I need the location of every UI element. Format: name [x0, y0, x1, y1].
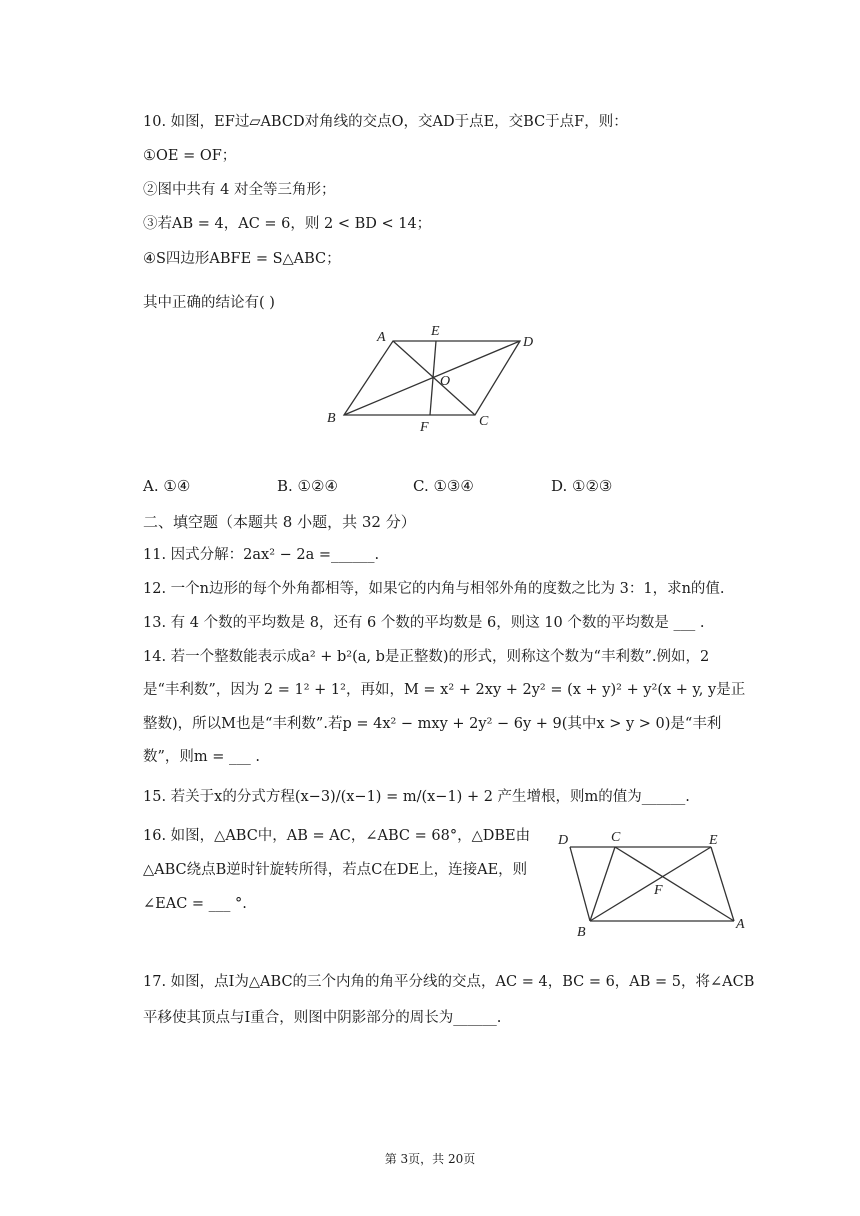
q10-question: 其中正确的结论有( ) — [143, 295, 275, 311]
q10-statement-2: ②图中共有 4 对全等三角形； — [143, 182, 336, 198]
q10-stem: 10. 如图，EF过▱ABCD对角线的交点O，交AD于点E，交BC于点F，则： — [143, 114, 628, 130]
q10-statement-3: ③若AB = 4，AC = 6，则 2 < BD < 14； — [143, 216, 432, 232]
parallelogram-figure — [320, 318, 550, 436]
q10-statement-1: ①OE = OF； — [143, 148, 237, 164]
q17-line-2: 平移使其顶点与I重合，则图中阴影部分的周长为______. — [143, 1010, 502, 1026]
q16-line-3: ∠EAC = ___ °. — [143, 896, 247, 912]
segment-bc — [590, 847, 615, 921]
q12: 12. 一个n边形的每个外角都相等，如果它的内角与相邻外角的度数之比为 3：1，求n的值. — [143, 581, 725, 597]
label-b: B — [577, 925, 586, 940]
section-heading: 二、填空题（本题共 8 小题，共 32 分） — [143, 513, 416, 531]
label-d: D — [558, 833, 569, 848]
choice-c: C. ①③④ — [413, 477, 474, 495]
label-c: C — [479, 414, 489, 429]
q14-line-2: 是“丰利数”，因为 2 = 1² + 1²，再如，M = x² + 2xy + 2y² = (x + y)² + y²(x + y, y是正 — [143, 682, 746, 698]
q16-line-1: 16. 如图，△ABC中，AB = AC，∠ABC = 68°，△DBE由 — [143, 828, 531, 844]
segment-db — [570, 847, 590, 921]
rotation-figure — [550, 824, 760, 946]
segment-be — [590, 847, 711, 921]
q15: 15. 若关于x的分式方程(x−3)/(x−1) = m/(x−1) + 2 产生增根，则m的值为______. — [143, 789, 690, 805]
q17-line-1: 17. 如图，点I为△ABC的三个内角的角平分线的交点，AC = 4，BC = 6，AB = 5，将∠ACB — [143, 974, 755, 990]
segment-ca — [615, 847, 734, 921]
q10-statement-4: ④S四边形ABFE = S△ABC； — [143, 251, 341, 267]
label-e: E — [431, 324, 440, 339]
label-c: C — [611, 830, 621, 845]
q16-line-2: △ABC绕点B逆时针旋转所得，若点C在DE上，连接AE，则 — [143, 862, 528, 878]
page-footer: 第 3页，共 20页 — [384, 1152, 476, 1166]
q11: 11. 因式分解：2ax² − 2a =______. — [143, 547, 380, 563]
diagonal-ac — [393, 341, 475, 415]
choice-a: A. ①④ — [143, 477, 191, 495]
choice-b: B. ①②④ — [277, 477, 338, 495]
label-f: F — [420, 420, 429, 435]
q13: 13. 有 4 个数的平均数是 8，还有 6 个数的平均数是 6，则这 10 个数的平均数是 ___ . — [143, 615, 705, 631]
label-a: A — [736, 917, 745, 932]
choice-d: D. ①②③ — [551, 477, 613, 495]
label-f: F — [654, 883, 663, 898]
segment-ea — [711, 847, 734, 921]
label-o: O — [440, 374, 451, 389]
q14-line-4: 数”，则m = ___ . — [143, 749, 260, 765]
label-a: A — [377, 330, 386, 345]
label-d: D — [523, 335, 534, 350]
q14-line-3: 整数)，所以M也是“丰利数”.若p = 4x² − mxy + 2y² − 6y + 9(其中x > y > 0)是“丰利 — [143, 716, 722, 732]
diagonal-bd — [344, 341, 520, 415]
label-b: B — [327, 411, 336, 426]
label-e: E — [709, 833, 718, 848]
q10-choices — [143, 477, 763, 499]
q14-line-1: 14. 若一个整数能表示成a² + b²(a, b是正整数)的形式，则称这个数为“丰利数”.例如，2 — [143, 649, 710, 665]
